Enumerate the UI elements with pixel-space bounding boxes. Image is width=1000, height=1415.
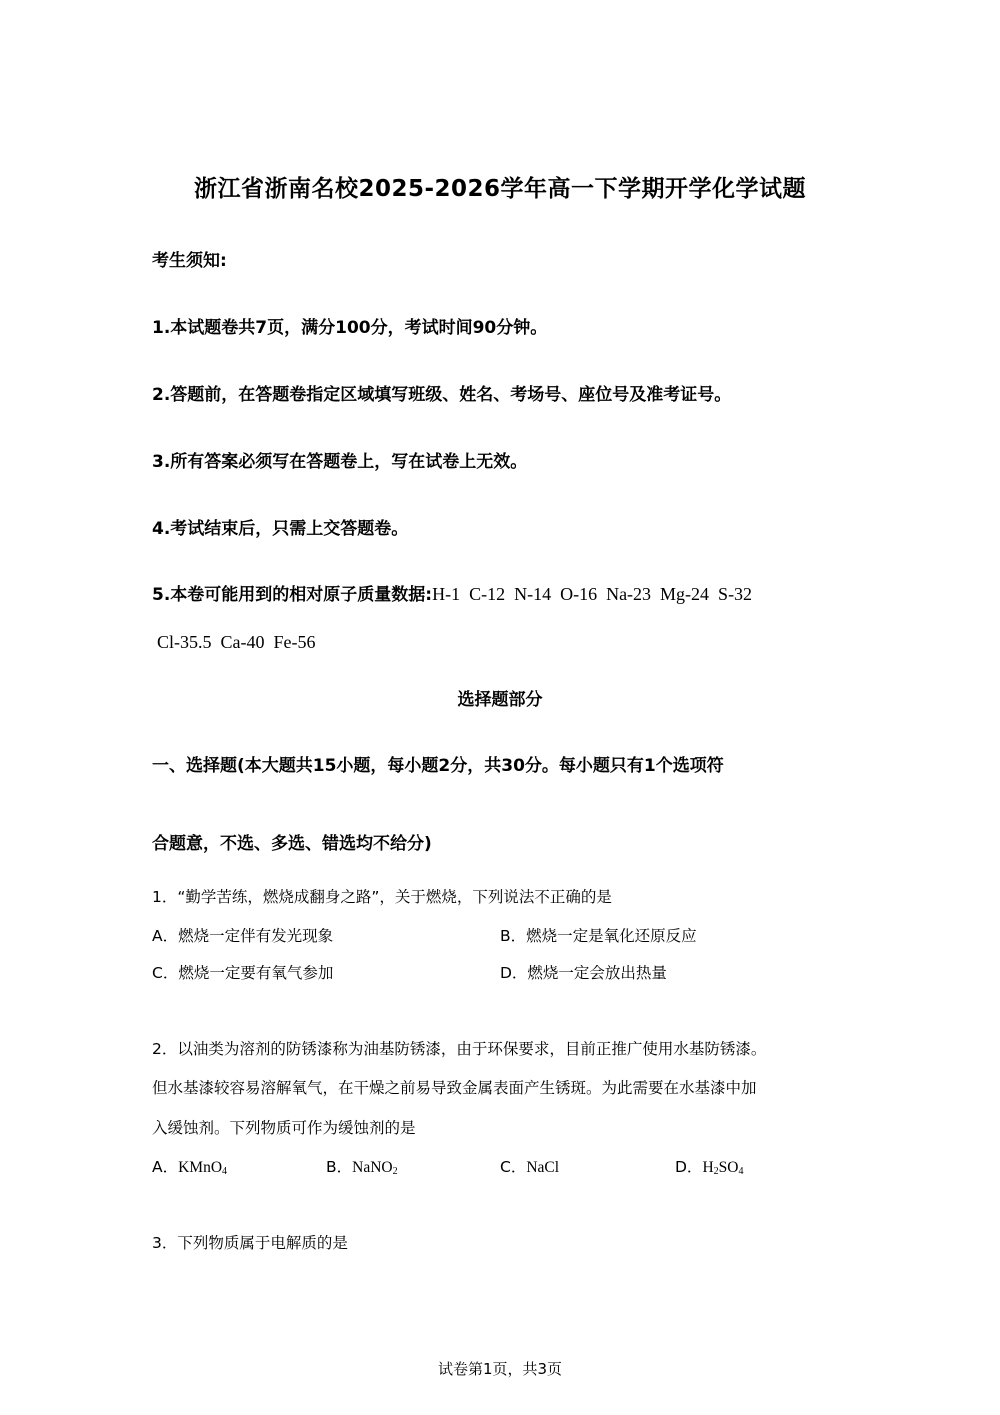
q2-option-a-label: A． [152,1158,179,1176]
q2-stem-line1: 2．以油类为溶剂的防锈漆称为油基防锈漆，由于环保要求，目前正推广使用水基防锈漆。 [152,1040,767,1058]
q2-option-a-formula: KMnO [178,1159,223,1176]
q3-stem: 3．下列物质属于电解质的是 [152,1234,348,1252]
exam-title: 浙江省浙南名校2025-2026学年高一下学期开学化学试题 [193,176,807,202]
q2-option-d-subscript-1: 2 [713,1166,719,1177]
q2-option-c-label: C． [500,1158,527,1176]
notice-heading: 考生须知: [152,251,227,271]
atomic-mass-values-2: Cl-35.5 Ca-40 Fe-56 [157,632,316,652]
section-title: 选择题部分 [457,690,543,710]
notice-item-4: 4.考试结束后，只需上交答题卷。 [152,519,409,539]
q2-option-d-label: D． [675,1158,703,1176]
q1-option-a: A．燃烧一定伴有发光现象 [152,927,334,945]
q2-option-b-subscript: 2 [392,1166,398,1177]
q2-option-a-subscript: 4 [222,1166,228,1177]
part1-instructions-line1: 一、选择题(本大题共15小题，每小题2分，共30分。每小题只有1个选项符 [152,756,724,776]
notice-item-1: 1.本试题卷共7页，满分100分，考试时间90分钟。 [152,318,548,338]
q2-option-c-formula: NaCl [526,1159,560,1176]
q2-option-c [500,1155,559,1177]
q2-option-b-formula: NaNO [352,1159,393,1176]
notice-item-5-label: 5.本卷可能用到的相对原子质量数据: [152,585,433,605]
q2-stem-line2: 但水基漆较容易溶解氧气，在干燥之前易导致金属表面产生锈斑。为此需要在水基漆中加 [152,1079,757,1097]
part1-instructions-line2: 合题意，不选、多选、错选均不给分) [152,834,432,854]
atomic-mass-values-1: H-1 C-12 N-14 O-16 Na-23 Mg-24 S-32 [432,584,753,604]
q2-option-a [152,1155,227,1177]
q2-option-b [326,1155,398,1177]
q2-stem-line3: 入缓蚀剂。下列物质可作为缓蚀剂的是 [152,1119,416,1137]
page-footer: 试卷第1页，共3页 [437,1360,563,1378]
q1-stem: 1．“勤学苦练，燃烧成翻身之路”，关于燃烧，下列说法不正确的是 [152,888,612,906]
q1-option-b: B．燃烧一定是氧化还原反应 [500,927,697,945]
q1-option-d: D．燃烧一定会放出热量 [500,964,667,982]
q2-option-d-subscript-2: 4 [738,1166,744,1177]
q2-option-d-formula-so: SO [718,1159,739,1176]
notice-item-5 [152,580,752,605]
notice-item-3: 3.所有答案必须写在答题卷上，写在试卷上无效。 [152,452,528,472]
notice-item-2: 2.答题前，在答题卷指定区域填写班级、姓名、考场号、座位号及准考证号。 [152,385,732,405]
q2-option-d [675,1155,743,1177]
q2-option-d-formula-h: H [702,1159,714,1176]
q2-option-b-label: B． [326,1158,353,1176]
q1-option-c: C．燃烧一定要有氧气参加 [152,964,334,982]
